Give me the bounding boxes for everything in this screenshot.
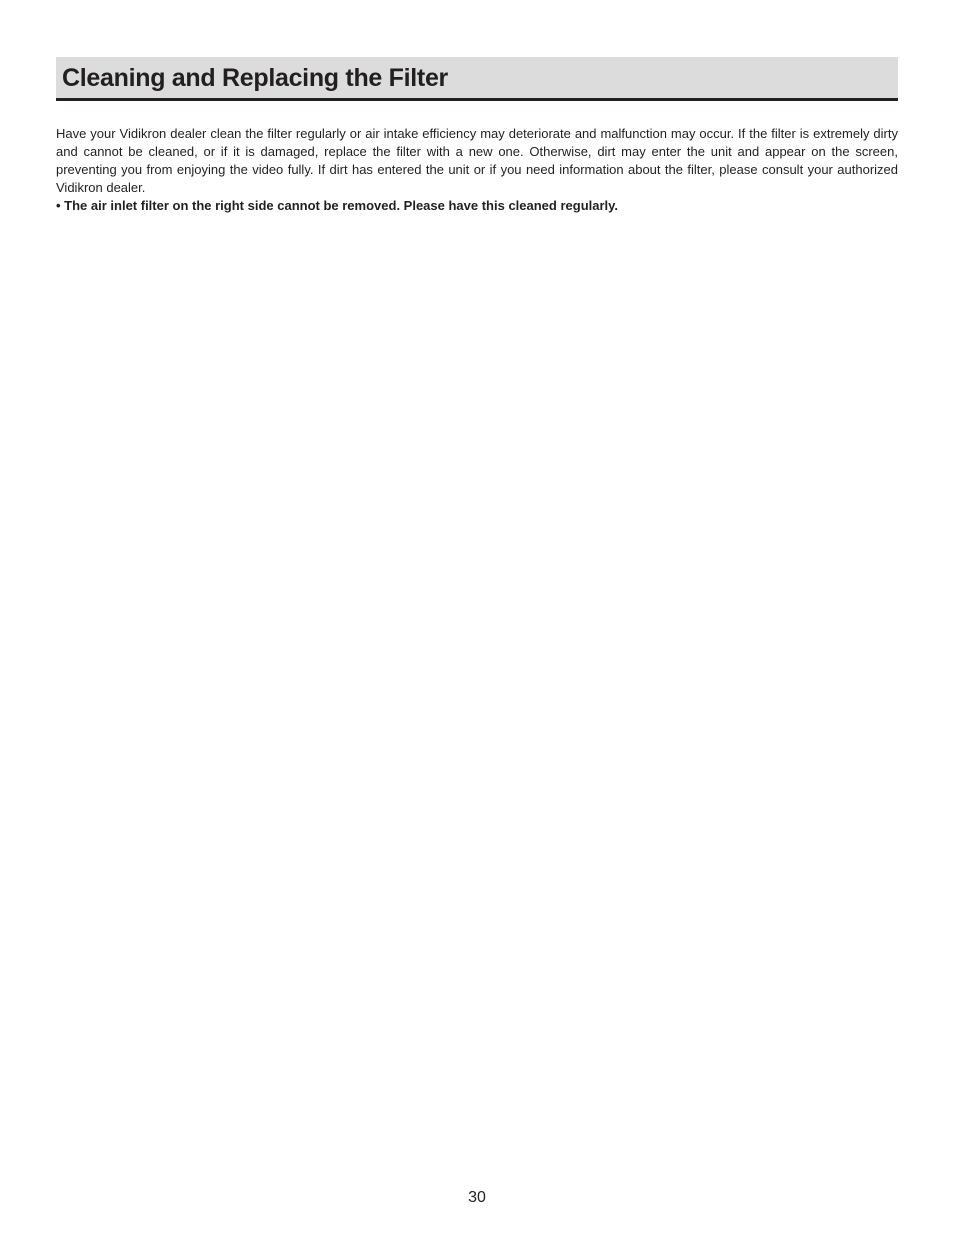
page-title: Cleaning and Replacing the Filter <box>62 64 448 92</box>
bold-note: • The air inlet filter on the right side cannot be removed. Please have this cleaned regularly. <box>56 198 619 213</box>
section-header-bar <box>56 57 898 101</box>
page-number: 30 <box>468 1189 486 1206</box>
body-paragraph: Have your Vidikron dealer clean the filter regularly or air intake efficiency may deteriorate and malfunction may occur. If the filter is extremely dirty and cannot be cleaned, or if it is damaged, replace the filter with a new one. Otherwise, dirt may enter the unit and appear on the screen, preventing you from enjoying the video fully. If dirt has entered the unit or if you need information about the filter, please consult your authorized Vidikron dealer. <box>56 126 898 195</box>
